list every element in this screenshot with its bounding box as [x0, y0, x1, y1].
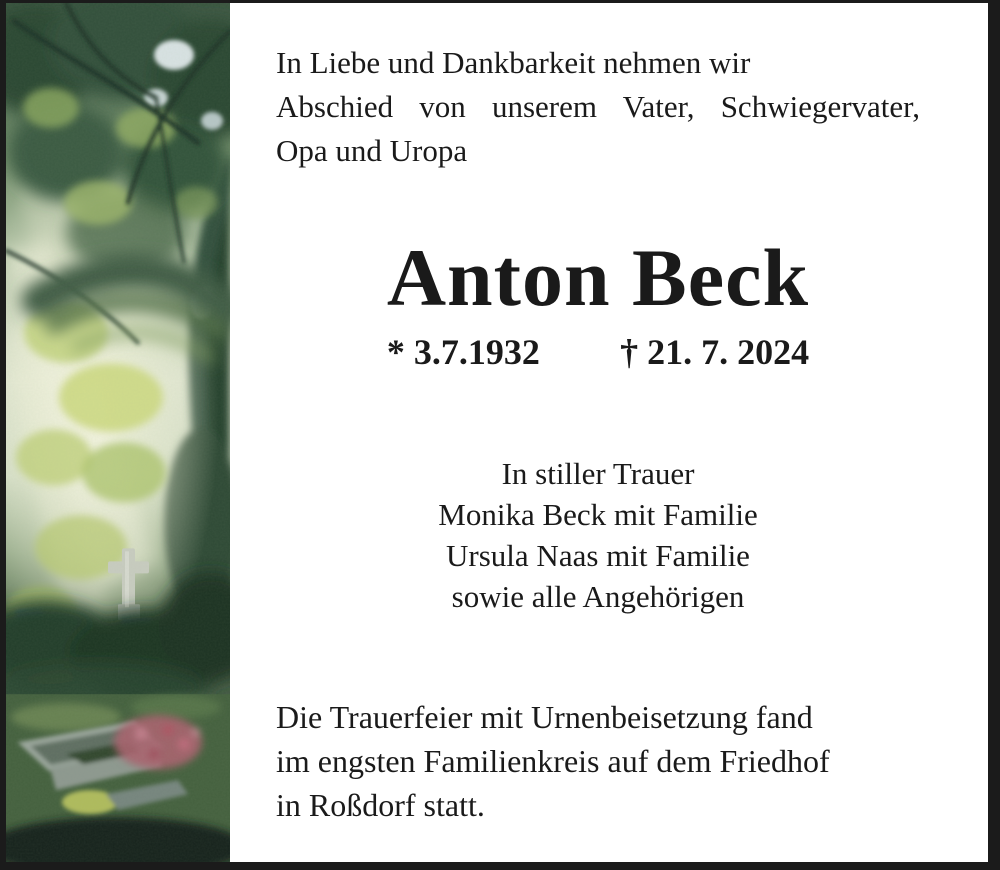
memorial-photo — [6, 3, 230, 862]
intro-line-1: In Liebe und Dankbarkeit nehmen wir — [276, 45, 751, 80]
mourners-section — [276, 453, 920, 617]
notice-text-column — [230, 3, 988, 862]
deceased-name: Anton Beck — [386, 232, 810, 323]
birth-date: * 3.7.1932 — [386, 332, 540, 372]
closing-line-3: in Roßdorf statt. — [276, 786, 485, 823]
closing-paragraph — [276, 695, 920, 827]
closing-line-1: Die Trauerfeier mit Urnenbeisetzung fand — [276, 698, 813, 735]
closing-line-2: im engsten Familienkreis auf dem Friedhof — [276, 742, 830, 779]
mourners-line-1: In stiller Trauer — [501, 455, 695, 491]
cemetery-scene-illustration — [6, 3, 230, 862]
life-dates — [387, 333, 809, 373]
name-section — [276, 232, 920, 373]
intro-line-3: Opa und Uropa — [276, 133, 468, 168]
intro-line-2: Abschied von unserem Vater, Schwiegervater, — [276, 89, 920, 124]
intro-paragraph — [276, 41, 920, 173]
mourners-line-2: Monika Beck mit Familie — [438, 496, 758, 532]
mourners-line-3: Ursula Naas mit Familie — [446, 537, 750, 573]
mourners-line-4: sowie alle Angehörigen — [451, 578, 745, 614]
death-date: † 21. 7. 2024 — [620, 332, 810, 372]
